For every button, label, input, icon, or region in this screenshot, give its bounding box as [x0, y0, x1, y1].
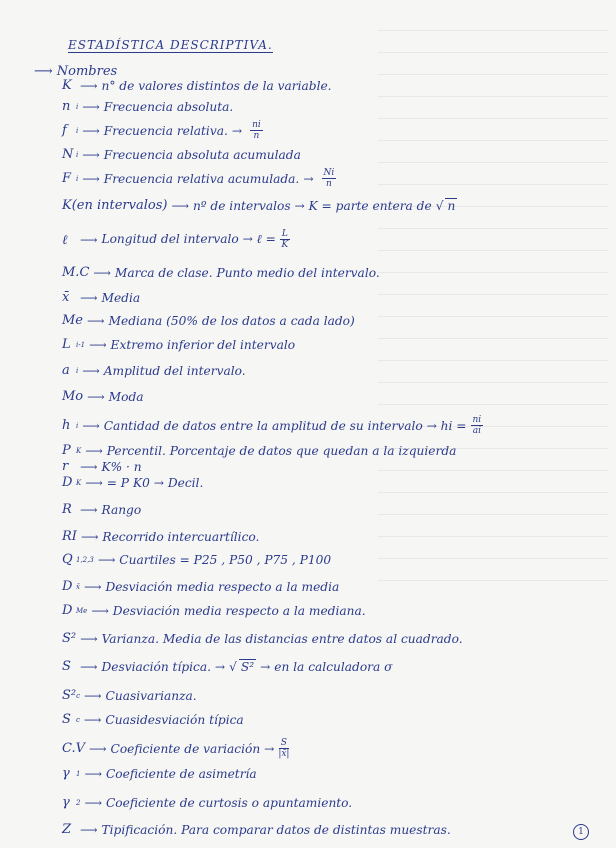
arrow-icon: ⟶	[80, 529, 99, 544]
definition-text: Varianza. Media de las distancias entre datos al cuadrado.	[101, 631, 463, 646]
page-number: 1	[573, 824, 589, 840]
definition-row	[62, 475, 203, 490]
arrow-icon: ⟶	[80, 459, 98, 474]
definition-text: Tipificación. Para comparar datos de distintas muestras.	[101, 822, 451, 837]
symbol-subscript: x̄	[76, 582, 80, 591]
definition-row	[62, 120, 263, 141]
definition-row	[62, 99, 233, 114]
definition-text: nº de intervalos → K = parte entera de	[192, 198, 432, 213]
fraction: $\frac{L}{K}$	[281, 229, 289, 250]
definition-text: Desviación media respecto a la media	[105, 579, 340, 594]
definition-row	[62, 659, 392, 674]
page-title: ESTADÍSTICA DESCRIPTIVA.	[68, 38, 273, 52]
definition-symbol: K	[62, 78, 72, 93]
arrow-icon: ⟶	[89, 337, 107, 352]
definition-text: Amplitud del intervalo.	[103, 363, 246, 378]
symbol-subscript: K	[76, 446, 82, 455]
definition-symbol: K(en intervalos)	[62, 198, 168, 213]
symbol-subscript: i-1	[76, 340, 86, 349]
definition-symbol: Mo	[62, 389, 84, 404]
definition-symbol: M.C	[62, 265, 90, 280]
symbol-subscript: 2	[76, 798, 81, 807]
definition-symbol: D	[62, 475, 73, 490]
definition-text: Recorrido intercuartílico.	[102, 529, 260, 544]
symbol-subscript: 1	[76, 769, 81, 778]
definition-symbol: D	[62, 579, 73, 594]
definition-symbol: h	[62, 418, 71, 433]
definition-symbol: Z	[62, 822, 72, 837]
definition-row	[62, 363, 246, 378]
arrow-icon: ⟶	[80, 631, 98, 646]
fraction: $\frac{Ni}{n}$	[323, 168, 335, 189]
arrow-icon: ⟶	[85, 475, 103, 490]
symbol-subscript: i	[76, 421, 79, 430]
definition-row	[62, 459, 142, 474]
definition-symbol: F	[62, 171, 72, 186]
arrow-icon: ⟶	[80, 232, 98, 247]
definition-row	[62, 603, 366, 618]
arrow-icon: ⟶	[84, 766, 102, 781]
definition-symbol: S²	[62, 688, 77, 703]
definition-text: n° de valores distintos de la variable.	[101, 78, 332, 93]
definition-text: Cuasidesviación típica	[105, 712, 244, 727]
definition-row	[62, 290, 140, 305]
definition-row	[62, 147, 301, 162]
arrow-icon: ⟶	[84, 688, 102, 703]
symbol-subscript: i	[76, 174, 79, 183]
definition-text: Frecuencia absoluta.	[103, 99, 234, 114]
definition-row	[62, 389, 144, 404]
definition-text: Frecuencia absoluta acumulada	[103, 147, 301, 162]
definition-row	[62, 229, 290, 250]
arrow-icon: ⟶	[80, 290, 98, 305]
definition-text: Desviación típica. →	[101, 659, 226, 674]
definition-symbol: R	[62, 502, 72, 517]
sqrt-expression: √ S²	[229, 660, 255, 674]
symbol-subscript: Me	[76, 606, 88, 615]
definition-symbol: S	[62, 712, 71, 727]
definition-text: Moda	[108, 389, 144, 404]
definition-row	[62, 78, 332, 93]
definition-text: Cuartiles = P25 , P50 , P75 , P100	[119, 552, 332, 567]
definition-symbol: C.V	[62, 741, 86, 756]
definition-row	[62, 415, 483, 436]
definition-text: Media	[101, 290, 141, 305]
arrow-icon: ⟶	[84, 795, 102, 810]
definition-symbol: f	[62, 123, 67, 138]
definition-symbol: a	[62, 363, 70, 378]
definition-text: Frecuencia relativa.	[103, 123, 228, 138]
symbol-subscript: c	[76, 715, 80, 724]
arrow-icon: ⟶	[82, 147, 100, 162]
definition-text: Coeficiente de curtosis o apuntamiento.	[105, 795, 353, 810]
arrow-icon: →	[231, 123, 243, 138]
arrow-icon: ⟶	[85, 443, 103, 458]
arrow-icon: ⟶	[89, 741, 107, 756]
definition-symbol: x̄	[62, 290, 70, 305]
definition-symbol: L	[62, 337, 71, 352]
arrow-icon: ⟶	[82, 123, 100, 138]
definition-row	[62, 529, 259, 544]
definition-text: Marca de clase. Punto medio del intervalo.	[114, 265, 380, 280]
arrow-icon: ⟶	[80, 78, 98, 93]
definition-row	[62, 712, 244, 727]
definition-extra: K0 → Decil.	[133, 475, 204, 490]
definition-text: Percentil. Porcentaje de datos que quedan a la izquierda	[106, 443, 457, 458]
definition-text: Cuasivarianza.	[105, 688, 197, 703]
fraction: $\frac{S}{|x̄|}$	[278, 738, 290, 759]
definition-text: Frecuencia relativa acumulada.	[103, 171, 300, 186]
arrow-icon: ⟶	[80, 659, 98, 674]
definition-symbol: Q	[62, 552, 73, 567]
arrow-icon: ⟶	[87, 389, 105, 404]
definition-row	[62, 738, 289, 759]
definition-text: Desviación media respecto a la mediana.	[112, 603, 366, 618]
definition-text: K% · n	[101, 459, 142, 474]
fraction: $\frac{ni}{ai}$	[472, 415, 482, 436]
definition-extra: → en la calculadora σ	[260, 659, 393, 674]
symbol-subscript: i	[76, 126, 79, 135]
definition-symbol: RI	[62, 529, 77, 544]
arrow-icon: ⟶	[87, 313, 105, 328]
definition-text: Longitud del intervalo → ℓ =	[101, 232, 276, 246]
definition-text: Mediana (50% de los datos a cada lado)	[108, 313, 355, 328]
symbol-subscript: c	[76, 691, 81, 700]
arrow-icon: ⟶	[82, 418, 100, 433]
definition-row	[62, 579, 339, 594]
section-heading: ⟶ Nombres	[34, 64, 118, 79]
definition-symbol: r	[62, 459, 69, 474]
symbol-subscript: 1,2,3	[76, 555, 94, 564]
definition-text: Cantidad de datos entre la amplitud de su intervalo → hi =	[103, 418, 467, 433]
definition-symbol: D	[62, 603, 73, 618]
definition-row	[62, 795, 352, 810]
symbol-subscript: i	[76, 102, 79, 111]
definition-symbol: N	[62, 147, 74, 162]
fraction: $\frac{ni}{n}$	[252, 120, 261, 141]
definition-row	[62, 313, 355, 328]
definition-symbol: ℓ	[62, 232, 68, 248]
arrow-icon: ⟶	[83, 712, 102, 727]
definition-text: = P	[106, 475, 130, 490]
definition-symbol: P	[62, 443, 71, 458]
definition-row	[62, 822, 451, 837]
definition-text: Coeficiente de variación →	[110, 741, 275, 756]
definition-row	[62, 552, 331, 567]
definition-symbol: S²	[62, 631, 77, 646]
arrow-icon: ⟶	[171, 198, 189, 213]
symbol-subscript: i	[76, 150, 79, 159]
definition-symbol: γ	[62, 795, 70, 810]
definition-row	[62, 631, 463, 646]
definition-row	[62, 502, 141, 517]
definition-row	[62, 198, 457, 213]
definition-symbol: S	[62, 659, 71, 674]
arrow-icon: ⟶	[82, 99, 100, 114]
symbol-subscript: K	[76, 478, 82, 487]
definition-row	[62, 766, 257, 781]
definition-row	[62, 168, 336, 189]
arrow-icon: →	[303, 171, 314, 186]
definition-row	[62, 443, 456, 458]
arrow-icon: ⟶	[97, 552, 116, 567]
definition-row	[62, 337, 295, 352]
symbol-subscript: i	[76, 366, 79, 375]
definition-symbol: n	[62, 99, 71, 114]
arrow-icon: ⟶	[83, 579, 102, 594]
definition-row	[62, 688, 197, 703]
arrow-icon: ⟶	[91, 603, 109, 618]
definition-text: Coeficiente de asimetría	[105, 766, 257, 781]
arrow-icon: ⟶	[93, 265, 111, 280]
arrow-icon: ⟶	[82, 363, 100, 378]
definition-row	[62, 265, 380, 280]
arrow-icon: ⟶	[80, 502, 98, 517]
definition-text: Extremo inferior del intervalo	[110, 337, 296, 352]
definition-symbol: Me	[62, 313, 84, 328]
definition-text: Rango	[101, 502, 142, 517]
sqrt-expression: √ n	[435, 199, 456, 213]
arrow-icon: ⟶	[80, 822, 98, 837]
definition-symbol: γ	[62, 766, 70, 781]
arrow-icon: ⟶	[82, 171, 100, 186]
bleed-through	[378, 30, 608, 590]
